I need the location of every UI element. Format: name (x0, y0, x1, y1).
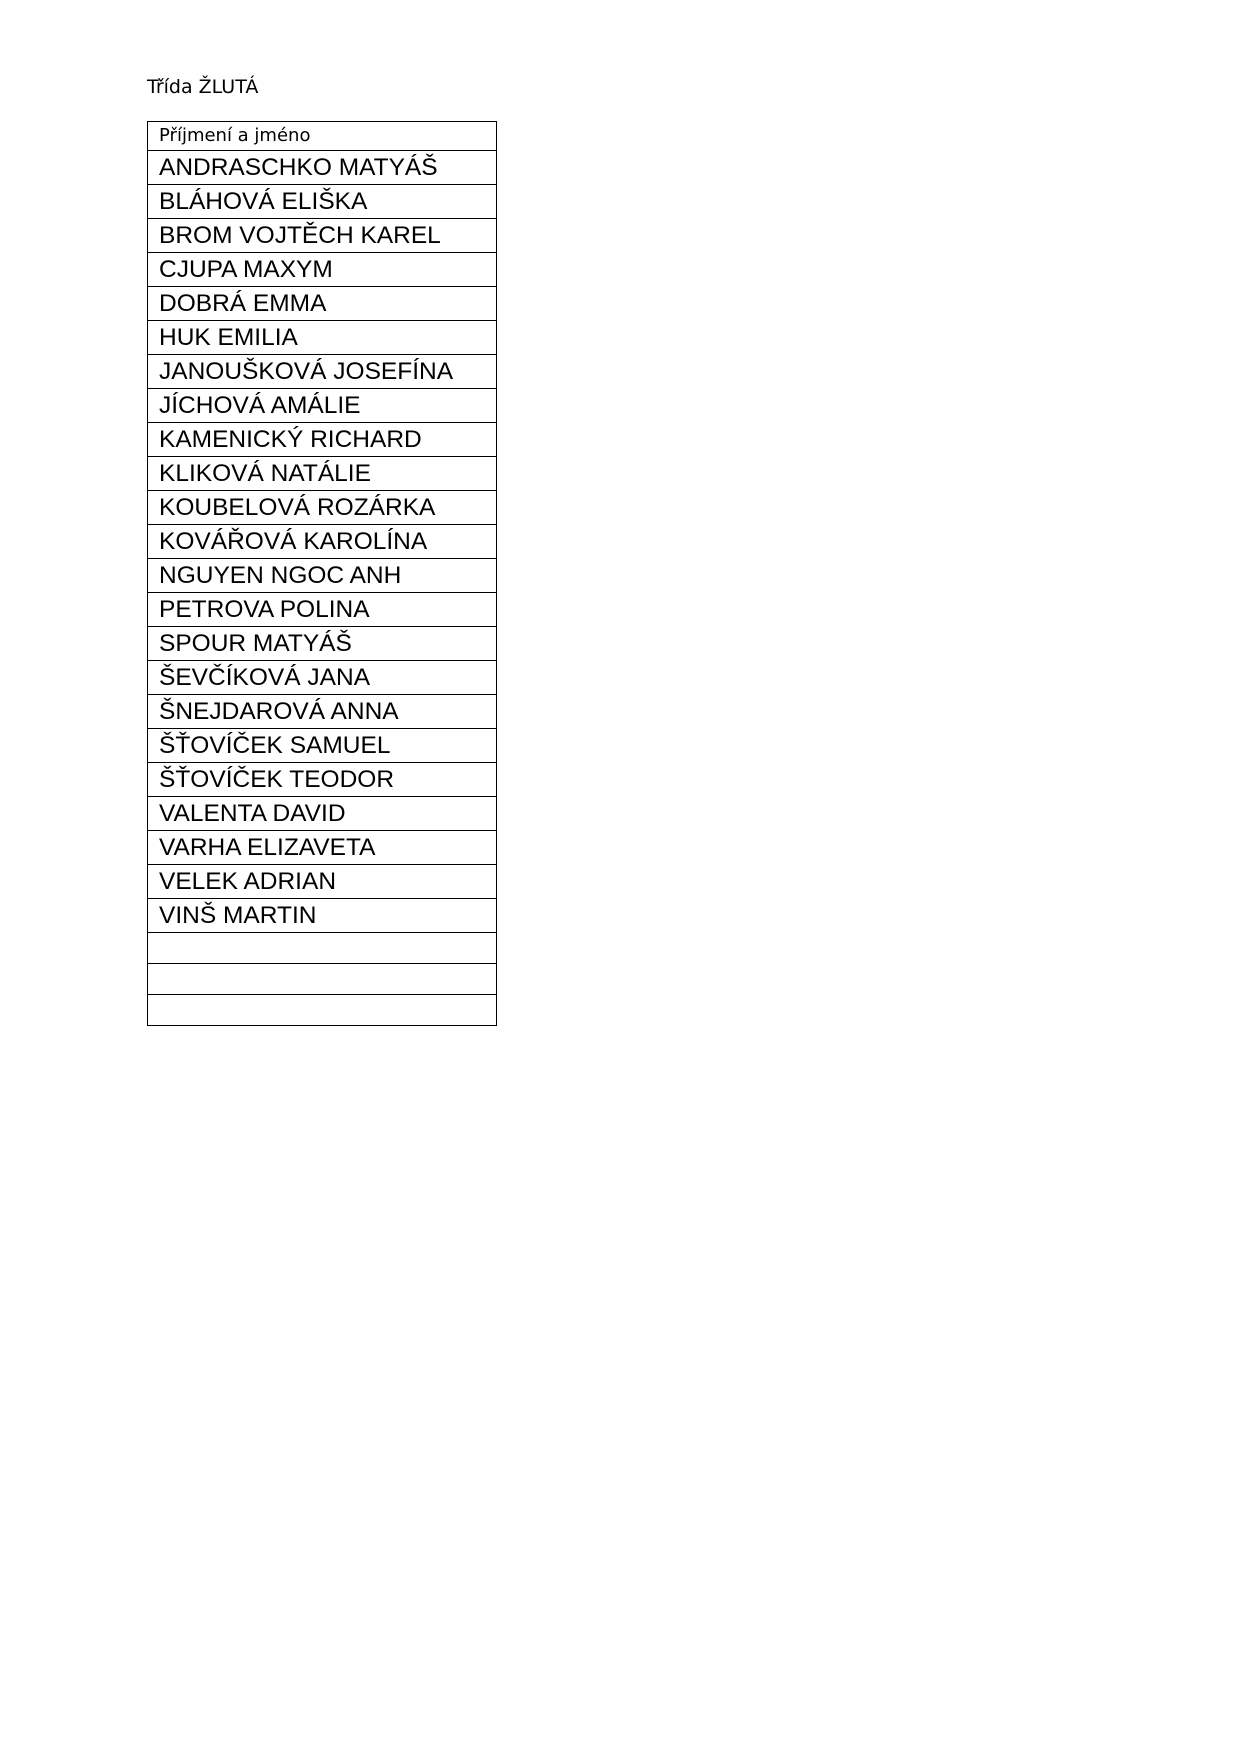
student-name-cell: KOVÁŘOVÁ KAROLÍNA (148, 525, 497, 559)
table-row (148, 627, 497, 661)
student-name-cell: ŠŤOVÍČEK TEODOR (148, 763, 497, 797)
table-row (148, 253, 497, 287)
table-header-row (148, 122, 497, 151)
student-name-cell: VINŠ MARTIN (148, 899, 497, 933)
student-name-cell: VELEK ADRIAN (148, 865, 497, 899)
table-row (148, 389, 497, 423)
student-name-cell: SPOUR MATYÁŠ (148, 627, 497, 661)
student-name-cell: JANOUŠKOVÁ JOSEFÍNA (148, 355, 497, 389)
student-name-cell: ANDRASCHKO MATYÁŠ (148, 151, 497, 185)
table-row (148, 151, 497, 185)
empty-row (148, 995, 497, 1026)
table-row (148, 219, 497, 253)
empty-name-cell (148, 933, 497, 964)
table-row (148, 831, 497, 865)
student-name-cell: KAMENICKÝ RICHARD (148, 423, 497, 457)
page-title: Třída ŽLUTÁ (147, 76, 259, 98)
table-row (148, 865, 497, 899)
empty-name-cell (148, 995, 497, 1026)
student-name-cell: VALENTA DAVID (148, 797, 497, 831)
table-row (148, 695, 497, 729)
student-name-cell: NGUYEN NGOC ANH (148, 559, 497, 593)
student-name-cell: CJUPA MAXYM (148, 253, 497, 287)
student-name-cell: KOUBELOVÁ ROZÁRKA (148, 491, 497, 525)
student-name-cell: JÍCHOVÁ AMÁLIE (148, 389, 497, 423)
student-name-cell: DOBRÁ EMMA (148, 287, 497, 321)
table-row (148, 661, 497, 695)
student-name-cell: ŠŤOVÍČEK SAMUEL (148, 729, 497, 763)
empty-name-cell (148, 964, 497, 995)
table-row (148, 525, 497, 559)
student-name-cell: ŠEVČÍKOVÁ JANA (148, 661, 497, 695)
class-roster-table (147, 121, 497, 1026)
table-row (148, 559, 497, 593)
table-row (148, 899, 497, 933)
student-name-cell: VARHA ELIZAVETA (148, 831, 497, 865)
student-name-cell: HUK EMILIA (148, 321, 497, 355)
column-header-surname-name: Příjmení a jméno (148, 122, 497, 151)
table-row (148, 491, 497, 525)
table-row (148, 321, 497, 355)
table-row (148, 729, 497, 763)
table-row (148, 185, 497, 219)
table-row (148, 457, 497, 491)
table-row (148, 355, 497, 389)
table-row (148, 593, 497, 627)
table-row (148, 763, 497, 797)
empty-row (148, 933, 497, 964)
student-name-cell: ŠNEJDAROVÁ ANNA (148, 695, 497, 729)
student-name-cell: BLÁHOVÁ ELIŠKA (148, 185, 497, 219)
student-name-cell: BROM VOJTĚCH KAREL (148, 219, 497, 253)
empty-row (148, 964, 497, 995)
table-row (148, 797, 497, 831)
roster-body (148, 122, 497, 1026)
student-name-cell: KLIKOVÁ NATÁLIE (148, 457, 497, 491)
student-name-cell: PETROVA POLINA (148, 593, 497, 627)
table-row (148, 287, 497, 321)
table-row (148, 423, 497, 457)
